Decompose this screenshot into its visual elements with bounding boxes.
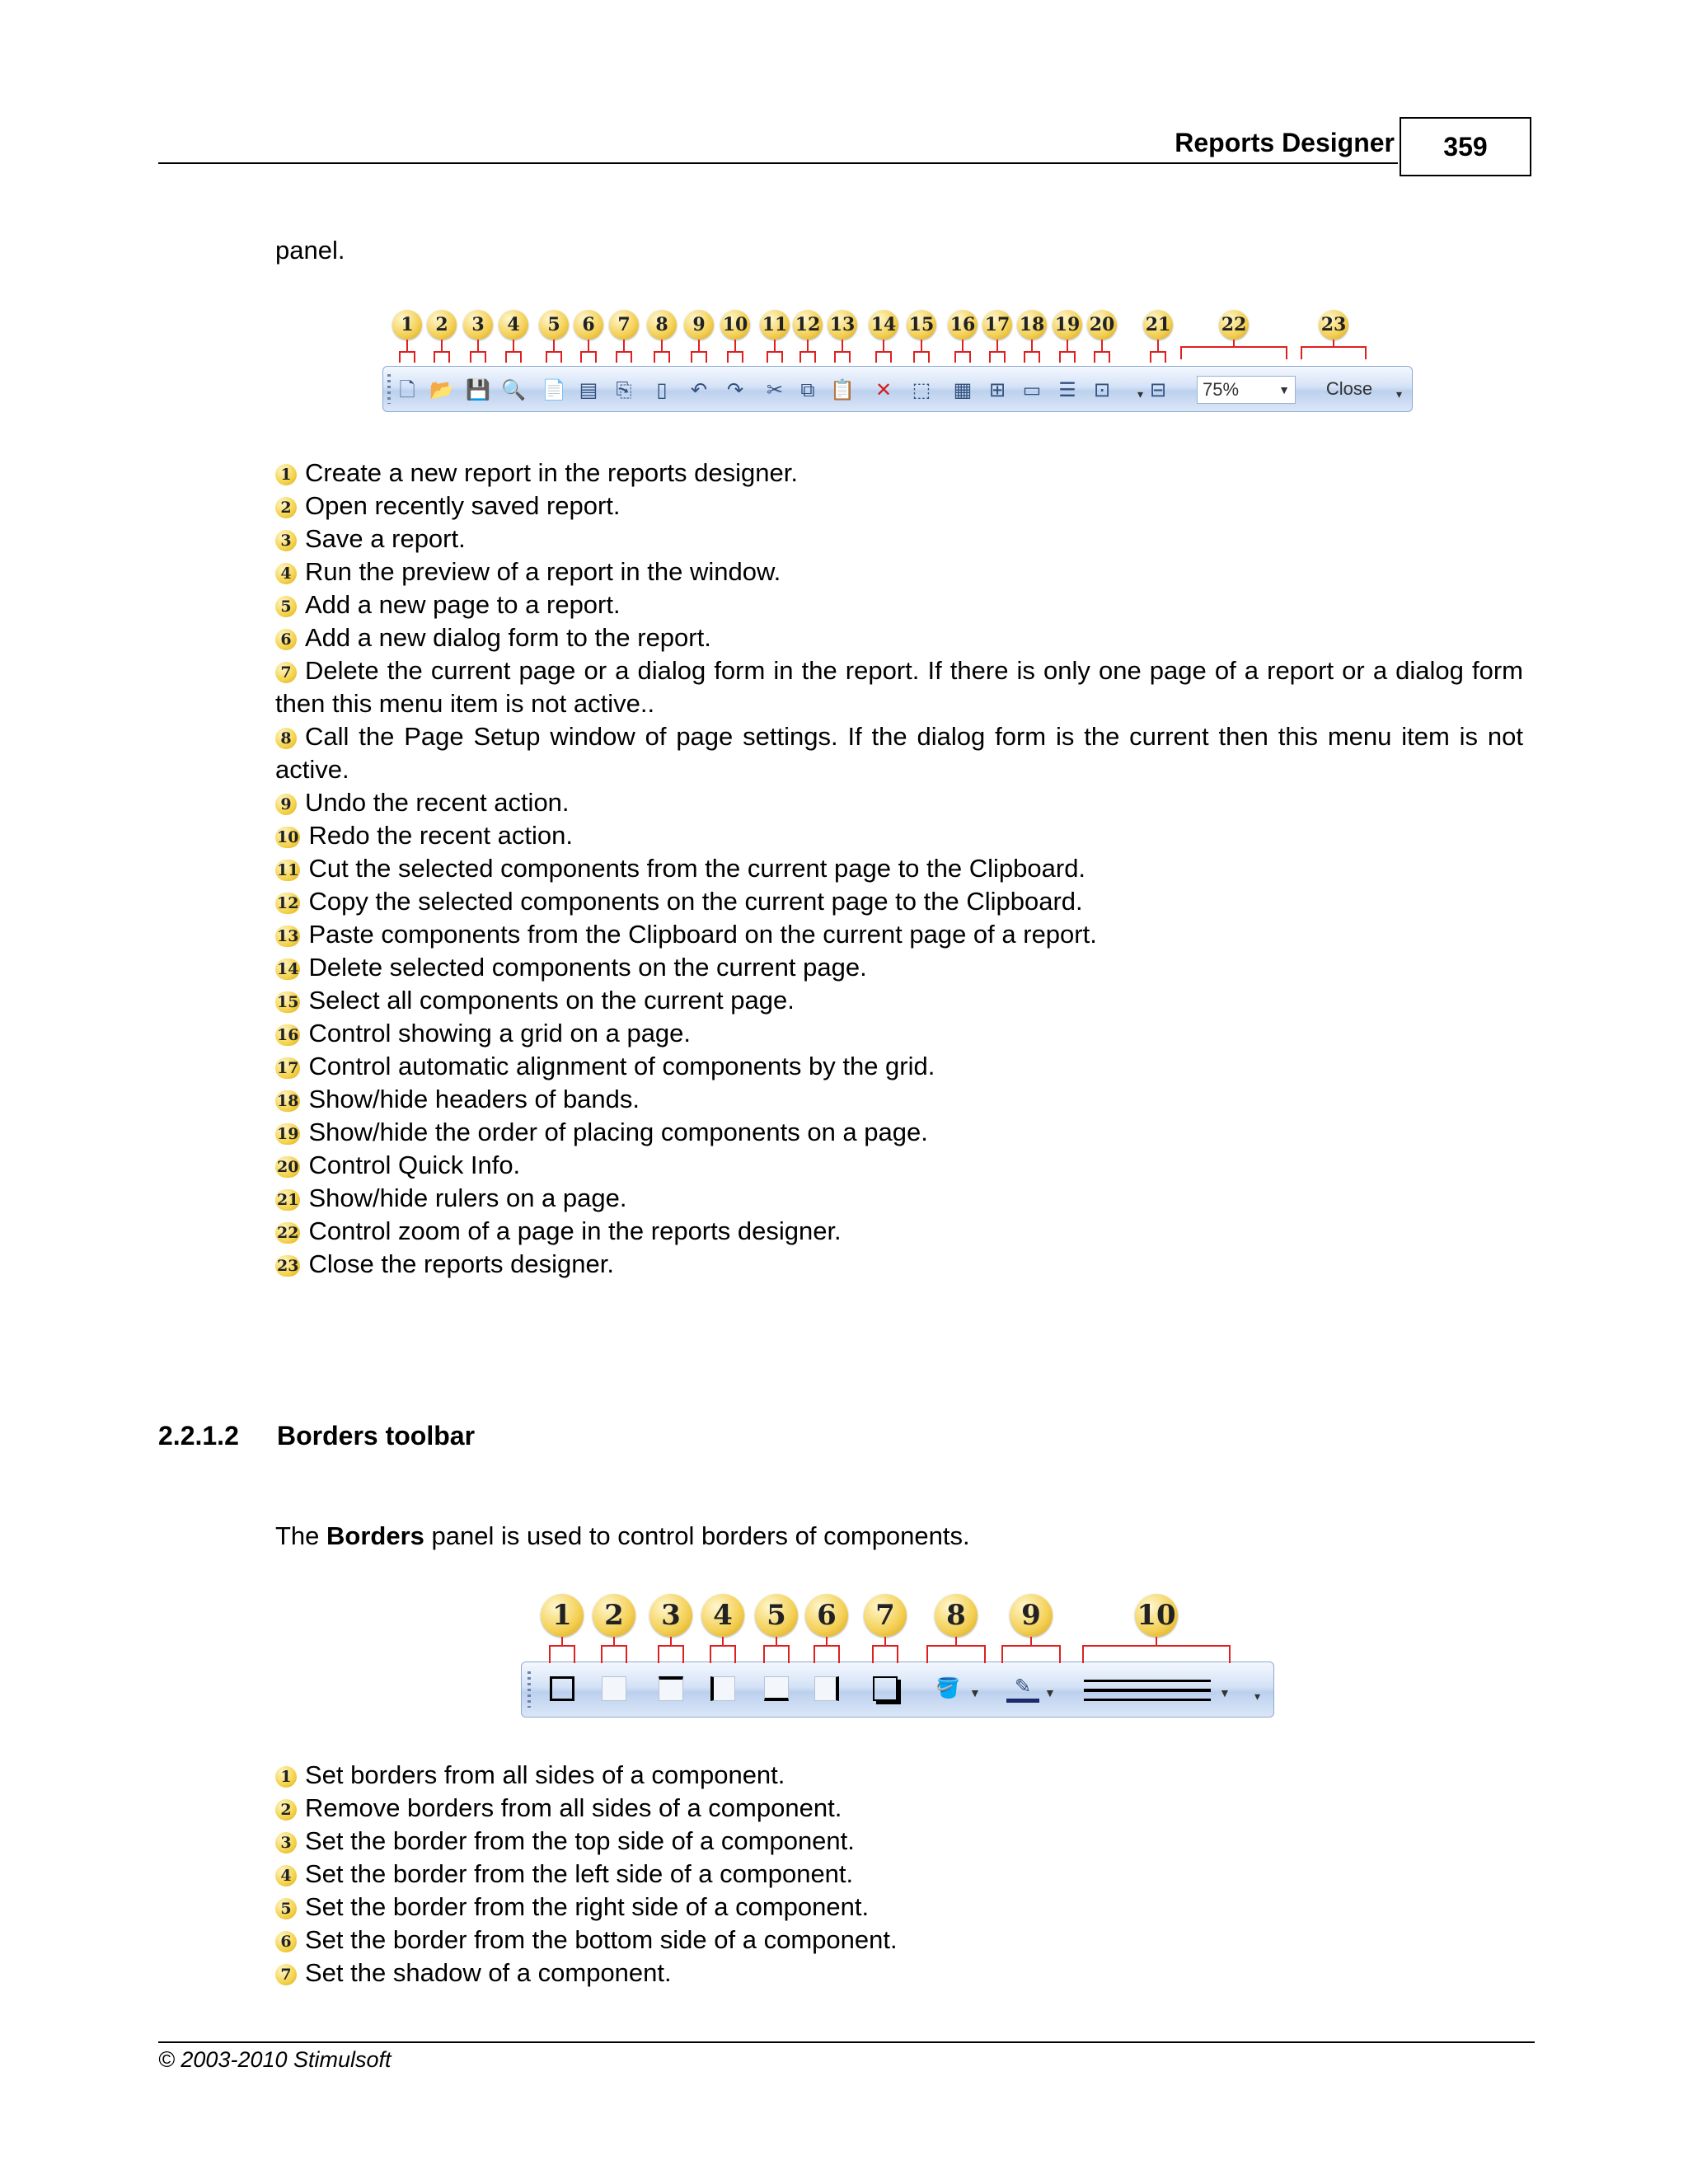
number-badge-icon: 7 xyxy=(275,662,297,683)
callout-leader xyxy=(1333,340,1334,346)
fill-color-icon[interactable]: 🪣 xyxy=(935,1677,960,1699)
callout-badge-icon: 3 xyxy=(463,310,493,340)
list-item xyxy=(275,819,1523,852)
headers-icon[interactable]: ▭ xyxy=(1022,379,1042,401)
callout-bracket xyxy=(546,351,562,363)
callout-badge-icon: 22 xyxy=(1219,310,1249,340)
callout-badge-icon: 7 xyxy=(609,310,639,340)
list-item xyxy=(275,951,1523,984)
callout-badge-icon: 17 xyxy=(982,310,1012,340)
borders-intro xyxy=(275,1520,970,1553)
save-icon[interactable]: 💾 xyxy=(466,379,490,401)
list-item xyxy=(275,786,1523,819)
list-item xyxy=(275,588,1523,621)
copy-icon[interactable]: ⧉ xyxy=(800,379,815,401)
callout-bracket xyxy=(434,351,450,363)
callout-badge-icon: 23 xyxy=(1319,310,1348,340)
callout-leader xyxy=(1156,1637,1157,1645)
borders-intro-end: panel is used to control borders of components. xyxy=(424,1521,970,1550)
number-badge-icon: 20 xyxy=(277,1158,299,1176)
number-badge-icon: 18 xyxy=(277,1092,299,1110)
number-badge-icon: 4 xyxy=(275,563,297,584)
toolbar-grip[interactable] xyxy=(528,1671,531,1708)
redo-icon[interactable]: ↷ xyxy=(726,379,744,401)
callout-badge-icon: 7 xyxy=(864,1594,907,1637)
callout-badge-icon: 5 xyxy=(755,1594,798,1637)
undo-icon[interactable]: ↶ xyxy=(690,379,708,401)
list-item xyxy=(275,1792,1523,1825)
preview-icon[interactable]: 🔍 xyxy=(501,379,526,401)
number-badge-icon: 9 xyxy=(275,794,297,815)
chevron-down-icon[interactable]: ▼ xyxy=(969,1686,981,1699)
callout-bracket xyxy=(1059,351,1076,363)
callout-bracket xyxy=(654,351,670,363)
list-item-text: Paste components from the Clipboard on the current page of a report. xyxy=(308,920,1097,949)
list-item-text: Control zoom of a page in the reports designer. xyxy=(308,1216,842,1245)
grid-icon[interactable]: ▦ xyxy=(953,379,973,401)
callout-badge-icon: 3 xyxy=(649,1594,692,1637)
callout-badge-icon: 19 xyxy=(1053,310,1082,340)
number-badge-icon: 17 xyxy=(277,1059,299,1077)
new-report-icon[interactable]: 🗋 xyxy=(399,379,415,401)
callout-leader xyxy=(698,340,700,351)
callout-badge-icon: 4 xyxy=(499,310,528,340)
list-item-text: Redo the recent action. xyxy=(308,821,573,850)
section-title: Borders toolbar xyxy=(277,1421,476,1451)
callout-bracket xyxy=(710,1645,736,1663)
new-page-icon[interactable]: 📄 xyxy=(542,379,566,401)
callout-badge-icon: 6 xyxy=(574,310,603,340)
callout-leader xyxy=(1067,340,1068,351)
list-item-text: Add a new page to a report. xyxy=(305,590,621,619)
callout-badge-icon: 2 xyxy=(427,310,457,340)
toolbar-overflow-icon[interactable]: ▾ xyxy=(1254,1690,1261,1703)
section-heading xyxy=(158,1421,475,1451)
zoom-value: 75% xyxy=(1203,379,1240,400)
list-item xyxy=(275,1759,1523,1792)
callout-badge-icon: 1 xyxy=(541,1594,584,1637)
callout-badge-icon: 2 xyxy=(593,1594,635,1637)
callout-leader xyxy=(1030,1637,1032,1645)
callout-badge-icon: 1 xyxy=(392,310,422,340)
callout-badge-icon: 4 xyxy=(701,1594,744,1637)
list-item xyxy=(275,1858,1523,1891)
list-item-text: Set borders from all sides of a component. xyxy=(305,1760,785,1789)
list-item xyxy=(275,1924,1523,1957)
number-badge-icon: 13 xyxy=(277,927,299,945)
paste-icon[interactable]: 📋 xyxy=(830,379,855,401)
no-borders-icon[interactable] xyxy=(602,1676,626,1701)
zoom-combo[interactable] xyxy=(1197,376,1296,404)
callout-leader xyxy=(807,340,809,351)
callout-bracket xyxy=(763,1645,790,1663)
callout-badge-icon: 18 xyxy=(1017,310,1047,340)
open-icon[interactable]: 📂 xyxy=(429,379,454,401)
callout-bracket xyxy=(767,351,783,363)
list-item xyxy=(275,1891,1523,1924)
list-item xyxy=(275,1248,1523,1281)
list-item xyxy=(275,1149,1523,1182)
list-item xyxy=(275,1017,1523,1050)
list-item-text: Control showing a grid on a page. xyxy=(308,1019,692,1047)
border-style-icon[interactable] xyxy=(1084,1680,1211,1701)
callout-leader xyxy=(553,340,555,351)
callout-badge-icon: 12 xyxy=(793,310,823,340)
list-item-text: Delete selected components on the current page. xyxy=(308,953,867,982)
list-item xyxy=(275,984,1523,1017)
callout-bracket xyxy=(834,351,851,363)
callout-badge-icon: 5 xyxy=(539,310,569,340)
standard-toolbar-legend xyxy=(275,457,1523,1281)
callout-leader xyxy=(962,340,964,351)
callout-badge-icon: 8 xyxy=(935,1594,978,1637)
list-item xyxy=(275,1825,1523,1858)
callout-leader xyxy=(1157,340,1159,351)
list-item-text: Set the border from the right side of a component. xyxy=(305,1892,870,1921)
callout-leader xyxy=(613,1637,615,1645)
list-item-text: Remove borders from all sides of a component. xyxy=(305,1793,842,1822)
callout-leader xyxy=(884,1637,886,1645)
list-item xyxy=(275,852,1523,885)
list-item xyxy=(275,457,1523,490)
number-badge-icon: 4 xyxy=(275,1865,297,1886)
callout-bracket xyxy=(1180,346,1287,359)
callout-leader xyxy=(996,340,998,351)
callout-bracket xyxy=(1150,351,1166,363)
list-item xyxy=(275,555,1523,588)
number-badge-icon: 21 xyxy=(277,1191,299,1209)
toolbar-grip[interactable] xyxy=(387,374,391,404)
callout-leader xyxy=(513,340,514,351)
number-badge-icon: 2 xyxy=(275,1799,297,1821)
callout-bracket xyxy=(1024,351,1040,363)
toolbar-overflow-icon[interactable]: ▾ xyxy=(1396,387,1403,401)
callout-bracket xyxy=(799,351,816,363)
callout-bracket xyxy=(814,1645,840,1663)
callout-bracket xyxy=(727,351,743,363)
number-badge-icon: 5 xyxy=(275,1898,297,1919)
left-border-icon[interactable] xyxy=(710,1676,735,1701)
callout-bracket xyxy=(872,1645,898,1663)
rulers-icon[interactable]: ⊟ xyxy=(1149,379,1167,401)
list-item xyxy=(275,1116,1523,1149)
list-item-text: Create a new report in the reports designer. xyxy=(305,458,798,487)
list-item-text: Cut the selected components from the current page to the Clipboard. xyxy=(308,854,1086,883)
callout-badge-icon: 20 xyxy=(1087,310,1117,340)
list-item xyxy=(275,621,1523,654)
chevron-down-icon: ▼ xyxy=(1278,383,1290,396)
callout-leader xyxy=(1101,340,1103,351)
list-item-text: Call the Page Setup window of page settings. If the dialog form is the current then this menu item is not active. xyxy=(275,722,1523,784)
list-item-text: Show/hide headers of bands. xyxy=(308,1085,640,1113)
callout-leader xyxy=(842,340,843,351)
callout-leader xyxy=(921,340,922,351)
callout-leader xyxy=(826,1637,828,1645)
callout-bracket xyxy=(505,351,522,363)
delete-icon[interactable]: ✕ xyxy=(874,379,893,401)
callout-bracket xyxy=(470,351,486,363)
order-icon[interactable]: ☰ xyxy=(1058,379,1076,401)
list-item-text: Close the reports designer. xyxy=(308,1249,614,1278)
page-setup-icon[interactable]: ▯ xyxy=(656,379,668,401)
callout-bracket xyxy=(616,351,632,363)
list-item xyxy=(275,1083,1523,1116)
callout-leader xyxy=(561,1637,563,1645)
list-item-text: Set the border from the bottom side of a component. xyxy=(305,1925,898,1954)
number-badge-icon: 23 xyxy=(277,1257,299,1275)
callout-leader xyxy=(670,1637,672,1645)
list-item xyxy=(275,1215,1523,1248)
top-border-icon[interactable] xyxy=(659,1676,683,1701)
number-badge-icon: 6 xyxy=(275,1931,297,1952)
list-item-text: Save a report. xyxy=(305,524,466,553)
close-button[interactable]: Close xyxy=(1325,378,1373,399)
list-item xyxy=(275,1182,1523,1215)
number-badge-icon: 12 xyxy=(277,894,299,912)
page-number: 359 xyxy=(1400,117,1531,176)
callout-leader xyxy=(734,340,736,351)
number-badge-icon: 5 xyxy=(275,596,297,617)
borders-intro-bold: Borders xyxy=(326,1521,424,1550)
callout-leader xyxy=(661,340,663,351)
list-item-text: Show/hide rulers on a page. xyxy=(308,1183,627,1212)
callout-bracket xyxy=(399,351,415,363)
callout-bracket xyxy=(875,351,892,363)
list-item-text: Control Quick Info. xyxy=(308,1151,521,1179)
number-badge-icon: 1 xyxy=(275,464,297,485)
intro-fragment: panel. xyxy=(275,236,345,265)
list-item xyxy=(275,885,1523,918)
list-item-text: Select all components on the current page. xyxy=(308,986,795,1015)
number-badge-icon: 10 xyxy=(277,828,299,846)
number-badge-icon: 6 xyxy=(275,629,297,650)
callout-badge-icon: 14 xyxy=(869,310,898,340)
list-item xyxy=(275,1050,1523,1083)
callout-leader xyxy=(406,340,408,351)
new-form-icon[interactable]: ▤ xyxy=(579,379,598,401)
section-number: 2.2.1.2 xyxy=(158,1421,239,1451)
list-item xyxy=(275,918,1523,951)
cut-icon[interactable]: ✂ xyxy=(766,379,784,401)
header-rule xyxy=(158,162,1398,164)
callout-leader xyxy=(722,1637,724,1645)
callout-badge-icon: 9 xyxy=(684,310,714,340)
callout-bracket xyxy=(1301,346,1367,359)
callout-badge-icon: 13 xyxy=(828,310,857,340)
callout-bracket xyxy=(1082,1645,1231,1663)
list-item-text: Run the preview of a report in the window. xyxy=(305,557,781,586)
all-borders-icon[interactable] xyxy=(550,1676,574,1701)
callout-leader xyxy=(477,340,479,351)
borders-intro-start: The xyxy=(275,1521,327,1550)
footer-copyright: © 2003-2010 Stimulsoft xyxy=(158,2047,392,2072)
list-item xyxy=(275,490,1523,523)
callout-leader xyxy=(441,340,443,351)
list-item-text: Set the shadow of a component. xyxy=(305,1958,672,1987)
callout-leader xyxy=(588,340,589,351)
callout-bracket xyxy=(658,1645,684,1663)
list-item xyxy=(275,654,1523,720)
number-badge-icon: 16 xyxy=(277,1026,299,1044)
callout-leader xyxy=(1031,340,1033,351)
callout-leader xyxy=(955,1637,957,1645)
callout-bracket xyxy=(926,1645,986,1663)
number-badge-icon: 3 xyxy=(275,530,297,551)
callout-badge-icon: 9 xyxy=(1010,1594,1053,1637)
running-header-title: Reports Designer xyxy=(1175,128,1395,157)
callout-bracket xyxy=(601,1645,627,1663)
right-border-icon[interactable] xyxy=(764,1676,789,1701)
list-item-text: Control automatic alignment of components by the grid. xyxy=(308,1052,935,1080)
align-to-grid-icon[interactable]: ⊞ xyxy=(988,379,1006,401)
delete-page-icon[interactable]: ⎘ xyxy=(616,379,632,401)
callout-leader xyxy=(776,1637,777,1645)
quick-info-icon[interactable]: ⊡ xyxy=(1093,379,1111,401)
number-badge-icon: 14 xyxy=(277,960,299,978)
chevron-down-icon[interactable]: ▼ xyxy=(1219,1686,1231,1699)
list-item-text: Undo the recent action. xyxy=(305,788,570,817)
number-badge-icon: 22 xyxy=(277,1224,299,1242)
callout-bracket xyxy=(1001,1645,1061,1663)
callout-leader xyxy=(883,340,884,351)
list-item-text: Set the border from the left side of a component. xyxy=(305,1859,854,1888)
list-item-text: Delete the current page or a dialog form in the report. If there is only one page of a report or a dialog form then this menu item is not active.. xyxy=(275,656,1523,718)
shadow-icon[interactable] xyxy=(873,1676,898,1701)
callout-leader xyxy=(774,340,776,351)
number-badge-icon: 11 xyxy=(277,861,299,879)
callout-badge-icon: 10 xyxy=(1135,1594,1178,1637)
callout-leader xyxy=(1233,340,1235,346)
number-badge-icon: 3 xyxy=(275,1832,297,1854)
list-item xyxy=(275,1957,1523,1990)
number-badge-icon: 8 xyxy=(275,728,297,749)
callout-badge-icon: 16 xyxy=(948,310,978,340)
callout-badge-icon: 8 xyxy=(647,310,677,340)
number-badge-icon: 2 xyxy=(275,497,297,518)
callout-badge-icon: 21 xyxy=(1143,310,1173,340)
number-badge-icon: 19 xyxy=(277,1125,299,1143)
borders-toolbar-legend xyxy=(275,1759,1523,1990)
callout-bracket xyxy=(989,351,1006,363)
chevron-down-icon[interactable]: ▼ xyxy=(1044,1686,1056,1699)
footer-rule xyxy=(158,2041,1535,2043)
number-badge-icon: 1 xyxy=(275,1766,297,1788)
callout-badge-icon: 6 xyxy=(805,1594,848,1637)
callout-bracket xyxy=(549,1645,575,1663)
chevron-down-icon[interactable]: ▾ xyxy=(1137,387,1144,401)
callout-bracket xyxy=(580,351,597,363)
number-badge-icon: 7 xyxy=(275,1964,297,1985)
callout-badge-icon: 10 xyxy=(720,310,750,340)
number-badge-icon: 15 xyxy=(277,993,299,1011)
callout-bracket xyxy=(1094,351,1110,363)
callout-bracket xyxy=(691,351,707,363)
list-item-text: Add a new dialog form to the report. xyxy=(305,623,711,652)
callout-badge-icon: 11 xyxy=(760,310,790,340)
list-item-text: Open recently saved report. xyxy=(305,491,621,520)
list-item-text: Show/hide the order of placing components on a page. xyxy=(308,1118,928,1146)
bottom-border-icon[interactable] xyxy=(814,1676,839,1701)
list-item-text: Copy the selected components on the current page to the Clipboard. xyxy=(308,887,1083,916)
list-item-text: Set the border from the top side of a component. xyxy=(305,1826,855,1855)
callout-leader xyxy=(623,340,625,351)
select-all-icon[interactable]: ⬚ xyxy=(912,379,931,401)
callout-bracket xyxy=(954,351,971,363)
list-item xyxy=(275,523,1523,555)
border-color-icon[interactable]: ✎ xyxy=(1006,1675,1039,1703)
callout-bracket xyxy=(913,351,930,363)
callout-badge-icon: 15 xyxy=(907,310,936,340)
list-item xyxy=(275,720,1523,786)
